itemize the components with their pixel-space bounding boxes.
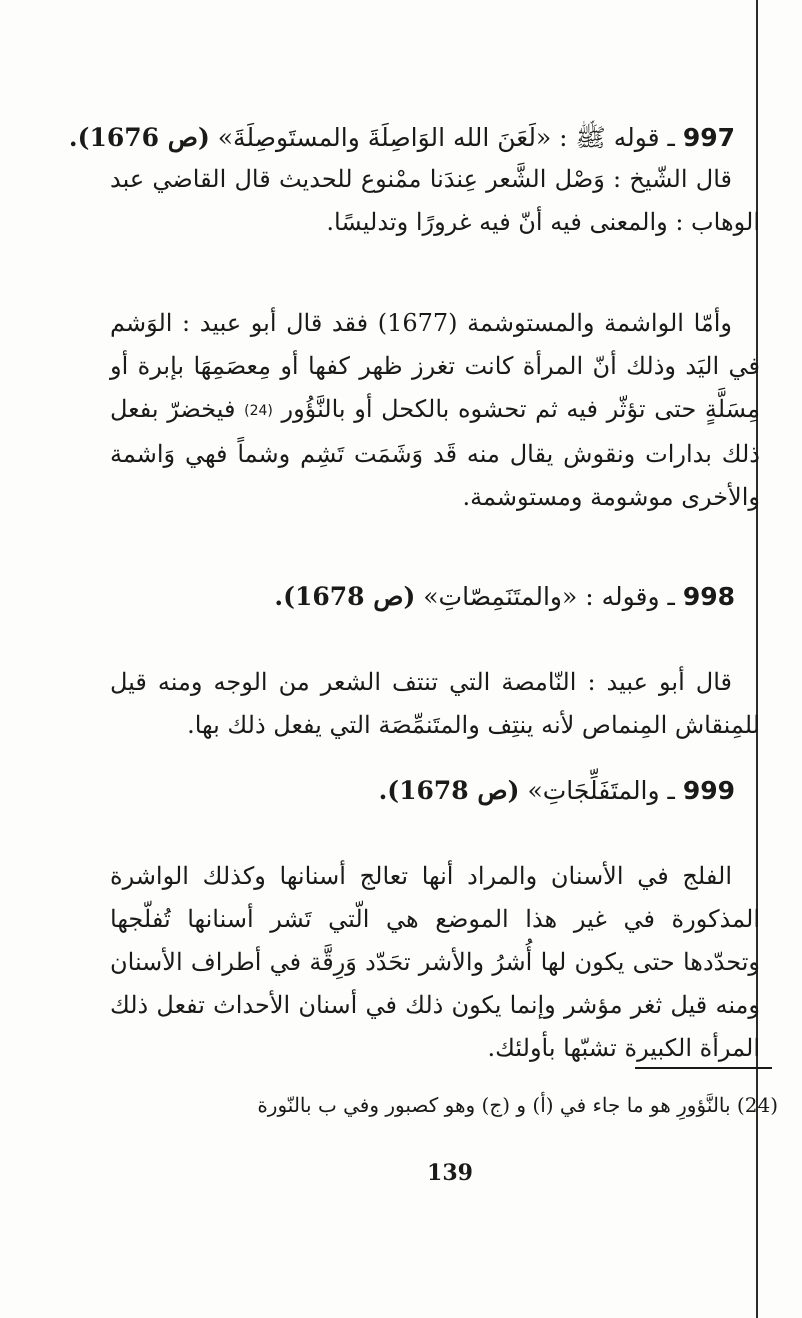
- paragraph-wasl: قال الشّيخ : وَصْل الشَّعر عِندَنا ممْنوع للحديث قال القاضي عبد الوهاب : والمعنى فيه أنّ فيه غرورًا وتدليسًا.: [110, 165, 760, 236]
- entry-997-heading: [68, 118, 760, 158]
- entry-number: 997: [682, 123, 735, 152]
- paragraph-washima-part2: فيخضرّ بفعل ذلك بدارات ونقوش يقال منه قَد وَشَمَت تَشِم وشماً فهي وَاشمة والأخرى موشومة ومستوشمة.: [110, 395, 760, 511]
- page-body: [68, 118, 761, 1070]
- paragraph-namisa: قال أبو عبيد : النّامصة التي تنتف الشعر من الوجه ومنه قيل للمِنقاش المِنماص لأنه ينتِف والمتَنمِّصَة التي يفعل ذلك بها.: [110, 668, 760, 739]
- paragraph-falaj: الفلج في الأسنان والمراد أنها تعالج أسنانها وكذلك الواشرة المذكورة في غير هذا الموضع هي الّتي تَشر أسنانها تُفلّجها وتحدّدها حتى يكون لها أُشرُ والأشر تحَدّد وَرِقَّة في أطراف الأسنان ومنه قيل ثغر مؤشر وإنما يكون ذلك في أسنان الأحداث تفعل ذلك المرأة الكبيرة تشبّها بأولئك.: [110, 862, 761, 1062]
- entry-heading-text: ـ قوله ﷺ : «لَعَنَ الله الوَاصِلَةَ والمستَوصِلَةَ»: [217, 123, 675, 152]
- entry-number: 999: [682, 776, 735, 805]
- footnote-24: (24) بالنَّؤورِ هو ما جاء في (أ) و (ج) وهو كصبور وفي ب بالنّورة: [257, 1093, 778, 1117]
- entry-page-ref: (ص 1676).: [68, 123, 210, 152]
- footnote-reference: (24): [244, 403, 273, 419]
- page-number: 139: [427, 1160, 473, 1186]
- paragraph-washima-part1: وأمّا الواشمة والمستوشمة (1677) فقد قال أبو عبيد : الوَشم في اليَد وذلك أنّ المرأة كانت تغرز ظهر كفها أو مِعصَمِهَا بإبرة أو مِسَلَّةٍ حتى تؤثّر فيه ثم تحشوه بالكحل أو بالنَّؤُور: [110, 309, 760, 423]
- footnote-divider: [635, 1067, 772, 1069]
- entry-999-heading: [110, 771, 760, 811]
- entry-heading-text: ـ وقوله : «والمتَنَمِصّاتِ»: [423, 582, 675, 611]
- entry-number: 998: [682, 582, 735, 611]
- paragraph-washima: [110, 302, 760, 519]
- entry-page-ref: (ص 1678).: [378, 776, 520, 805]
- entry-page-ref: (ص 1678).: [274, 582, 416, 611]
- entry-heading-text: ـ والمتَفَلِّجَاتِ»: [527, 776, 675, 805]
- entry-998-heading: [110, 577, 760, 617]
